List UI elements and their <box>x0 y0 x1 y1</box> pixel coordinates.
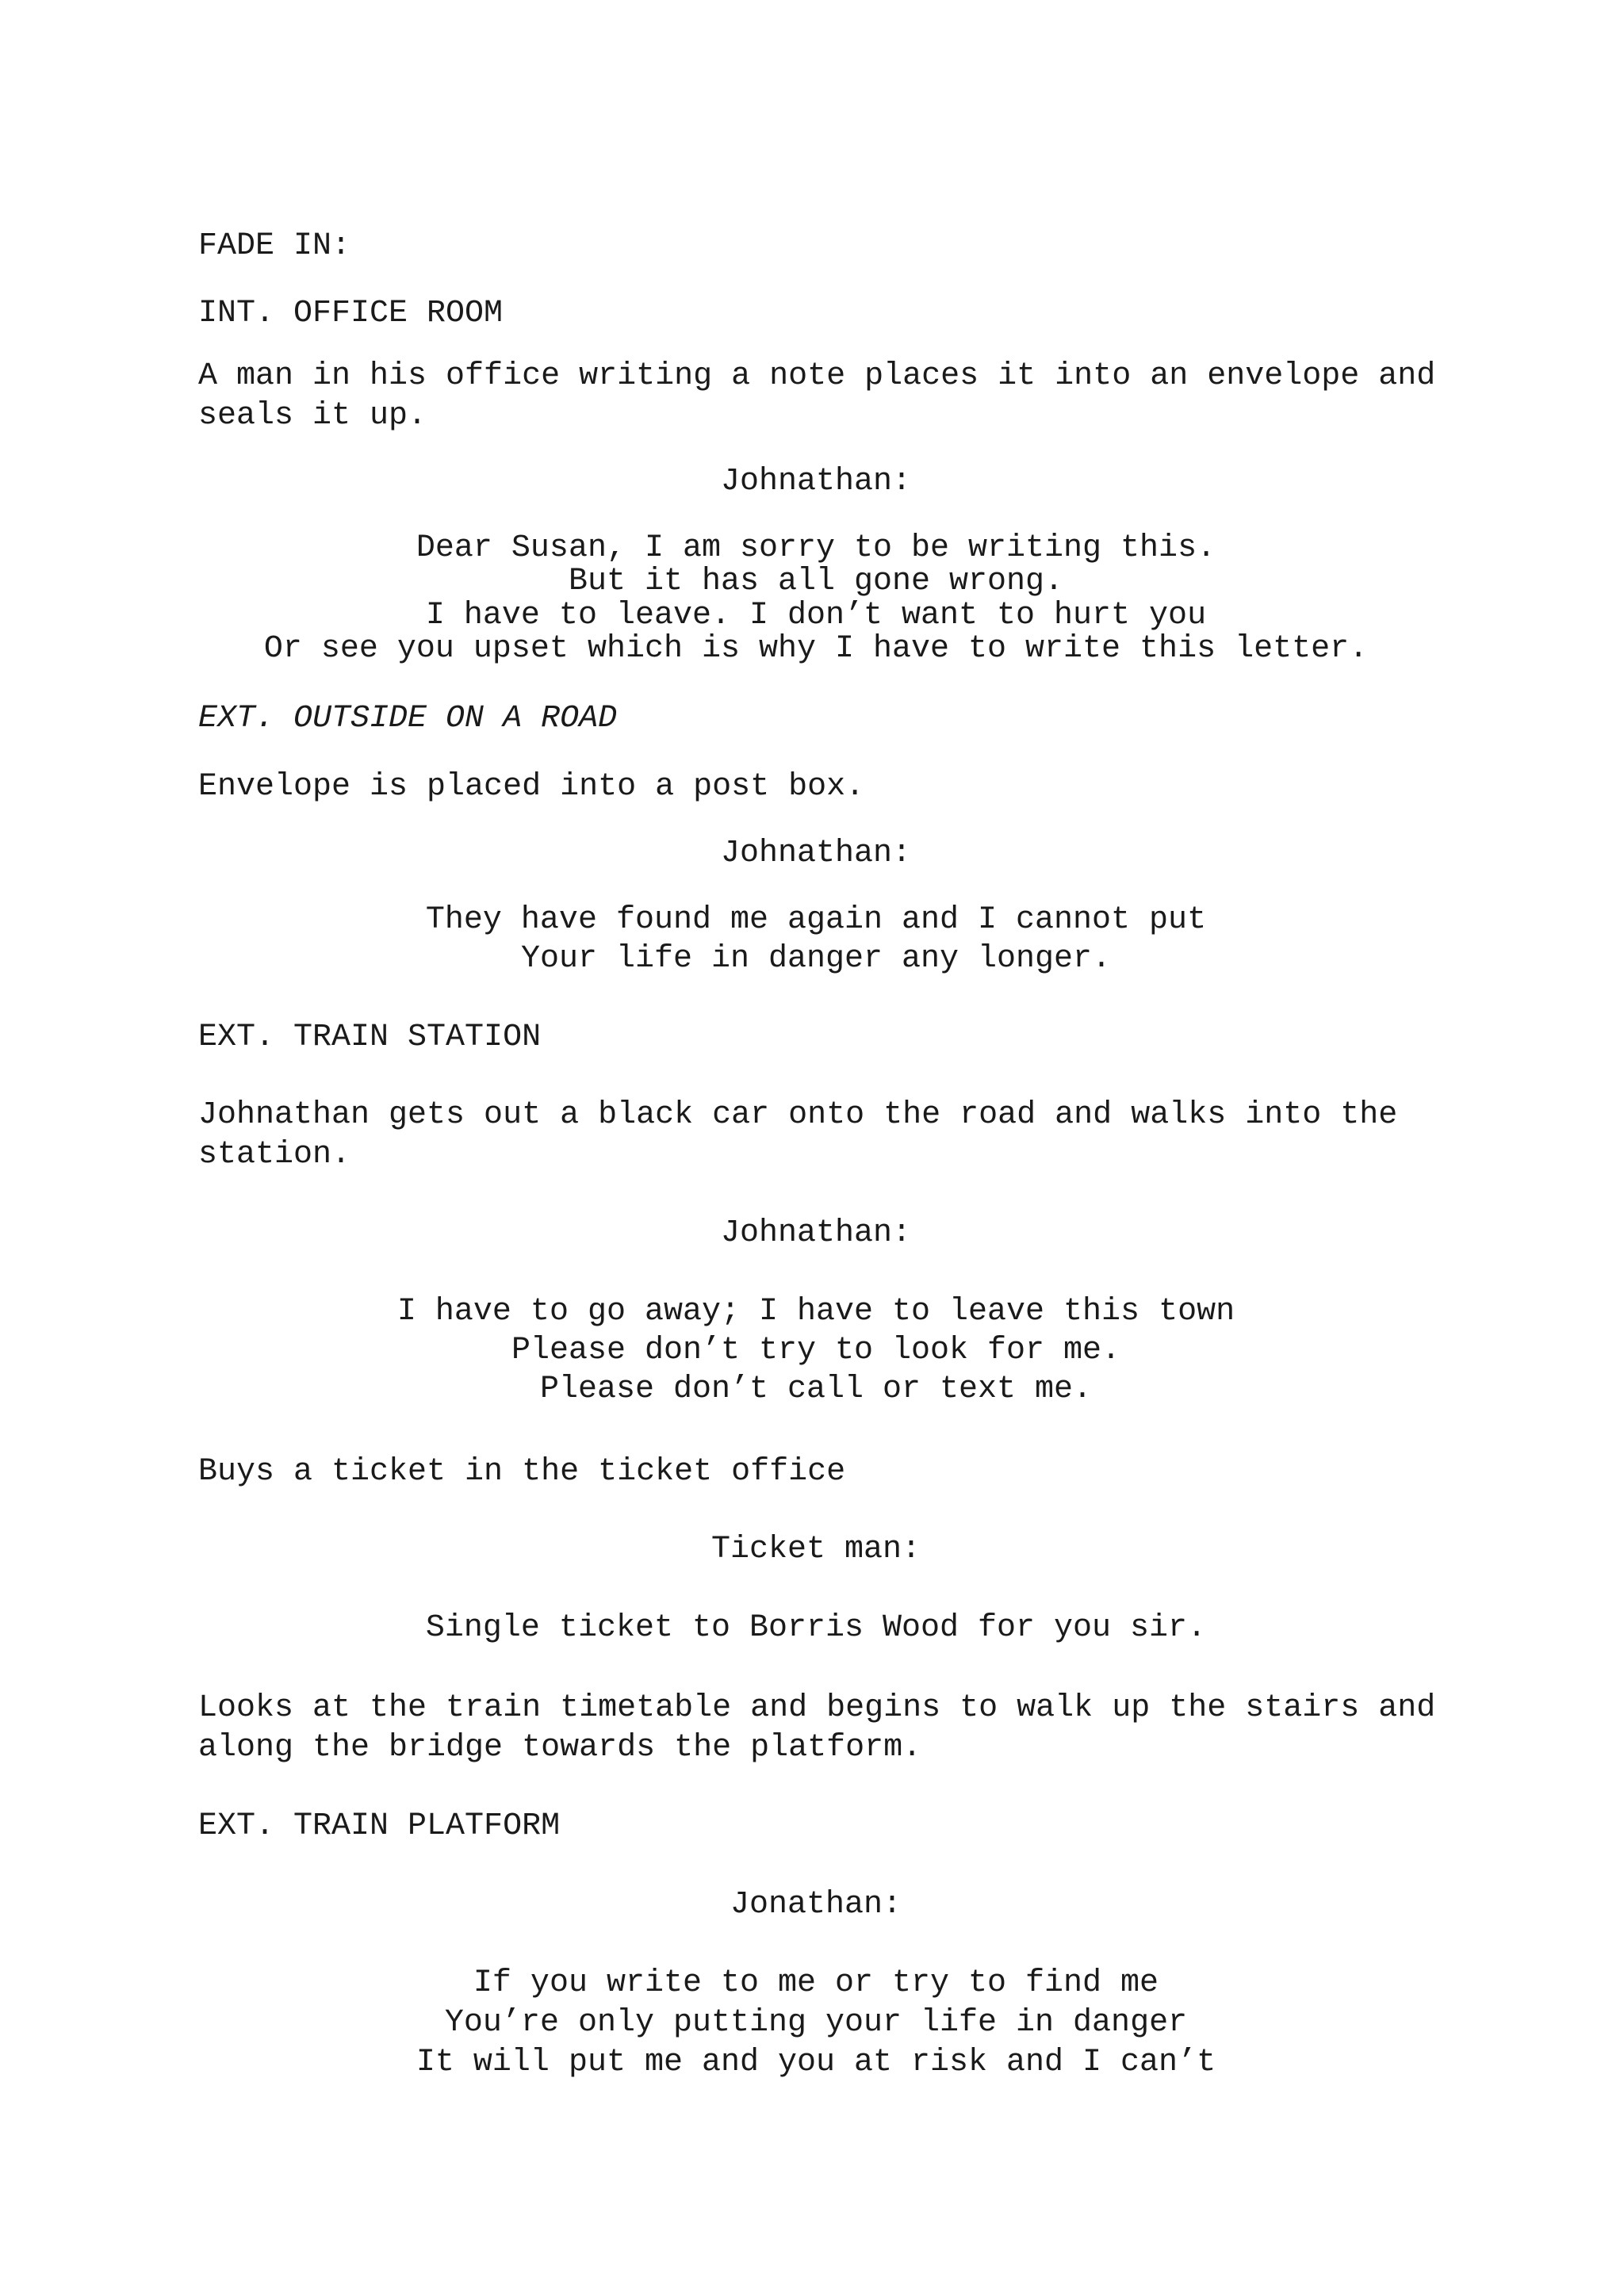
action-line: station. <box>198 1137 351 1173</box>
character-name: Johnathan: <box>720 836 912 871</box>
scene-heading-train-station: EXT. TRAIN STATION <box>198 1020 542 1055</box>
character-name: Johnathan: <box>720 464 912 499</box>
action-line: Looks at the train timetable and begins to walk up the stairs and <box>198 1690 1436 1726</box>
dialogue-line: If you write to me or try to find me <box>473 1965 1159 2001</box>
scene-heading-office-room: INT. OFFICE ROOM <box>198 296 504 331</box>
character-name: Jonathan: <box>730 1887 902 1923</box>
action-line: seals it up. <box>198 398 427 434</box>
character-name: Johnathan: <box>720 1215 912 1251</box>
dialogue-line: You’re only putting your life in danger <box>444 2005 1188 2041</box>
action-line: Buys a ticket in the ticket office <box>198 1454 846 1490</box>
dialogue-line: I have to go away; I have to leave this town <box>396 1294 1235 1330</box>
action-line: Johnathan gets out a black car onto the road and walks into the <box>198 1097 1398 1133</box>
action-line: along the bridge towards the platform. <box>198 1730 922 1766</box>
character-name: Ticket man: <box>710 1532 921 1567</box>
scene-heading-outside-road: EXT. OUTSIDE ON A ROAD <box>198 701 618 737</box>
dialogue-line: Or see you upset which is why I have to write this letter. <box>263 631 1369 667</box>
dialogue-line: Dear Susan, I am sorry to be writing this. <box>416 530 1216 566</box>
action-line: Envelope is placed into a post box. <box>198 769 865 805</box>
dialogue-line: Single ticket to Borris Wood for you sir. <box>425 1610 1207 1646</box>
action-line: A man in his office writing a note places it into an envelope and <box>198 358 1436 394</box>
dialogue-line: But it has all gone wrong. <box>568 564 1064 599</box>
fade-in-transition: FADE IN: <box>198 228 351 264</box>
dialogue-line: It will put me and you at risk and I can’t <box>416 2045 1216 2080</box>
dialogue-line: Please don’t call or text me. <box>539 1372 1093 1407</box>
dialogue-line: Your life in danger any longer. <box>520 941 1112 977</box>
dialogue-line: They have found me again and I cannot put <box>425 902 1207 938</box>
scene-heading-train-platform: EXT. TRAIN PLATFORM <box>198 1808 561 1844</box>
dialogue-line: Please don’t try to look for me. <box>511 1333 1121 1368</box>
dialogue-line: I have to leave. I don’t want to hurt you <box>425 598 1207 633</box>
